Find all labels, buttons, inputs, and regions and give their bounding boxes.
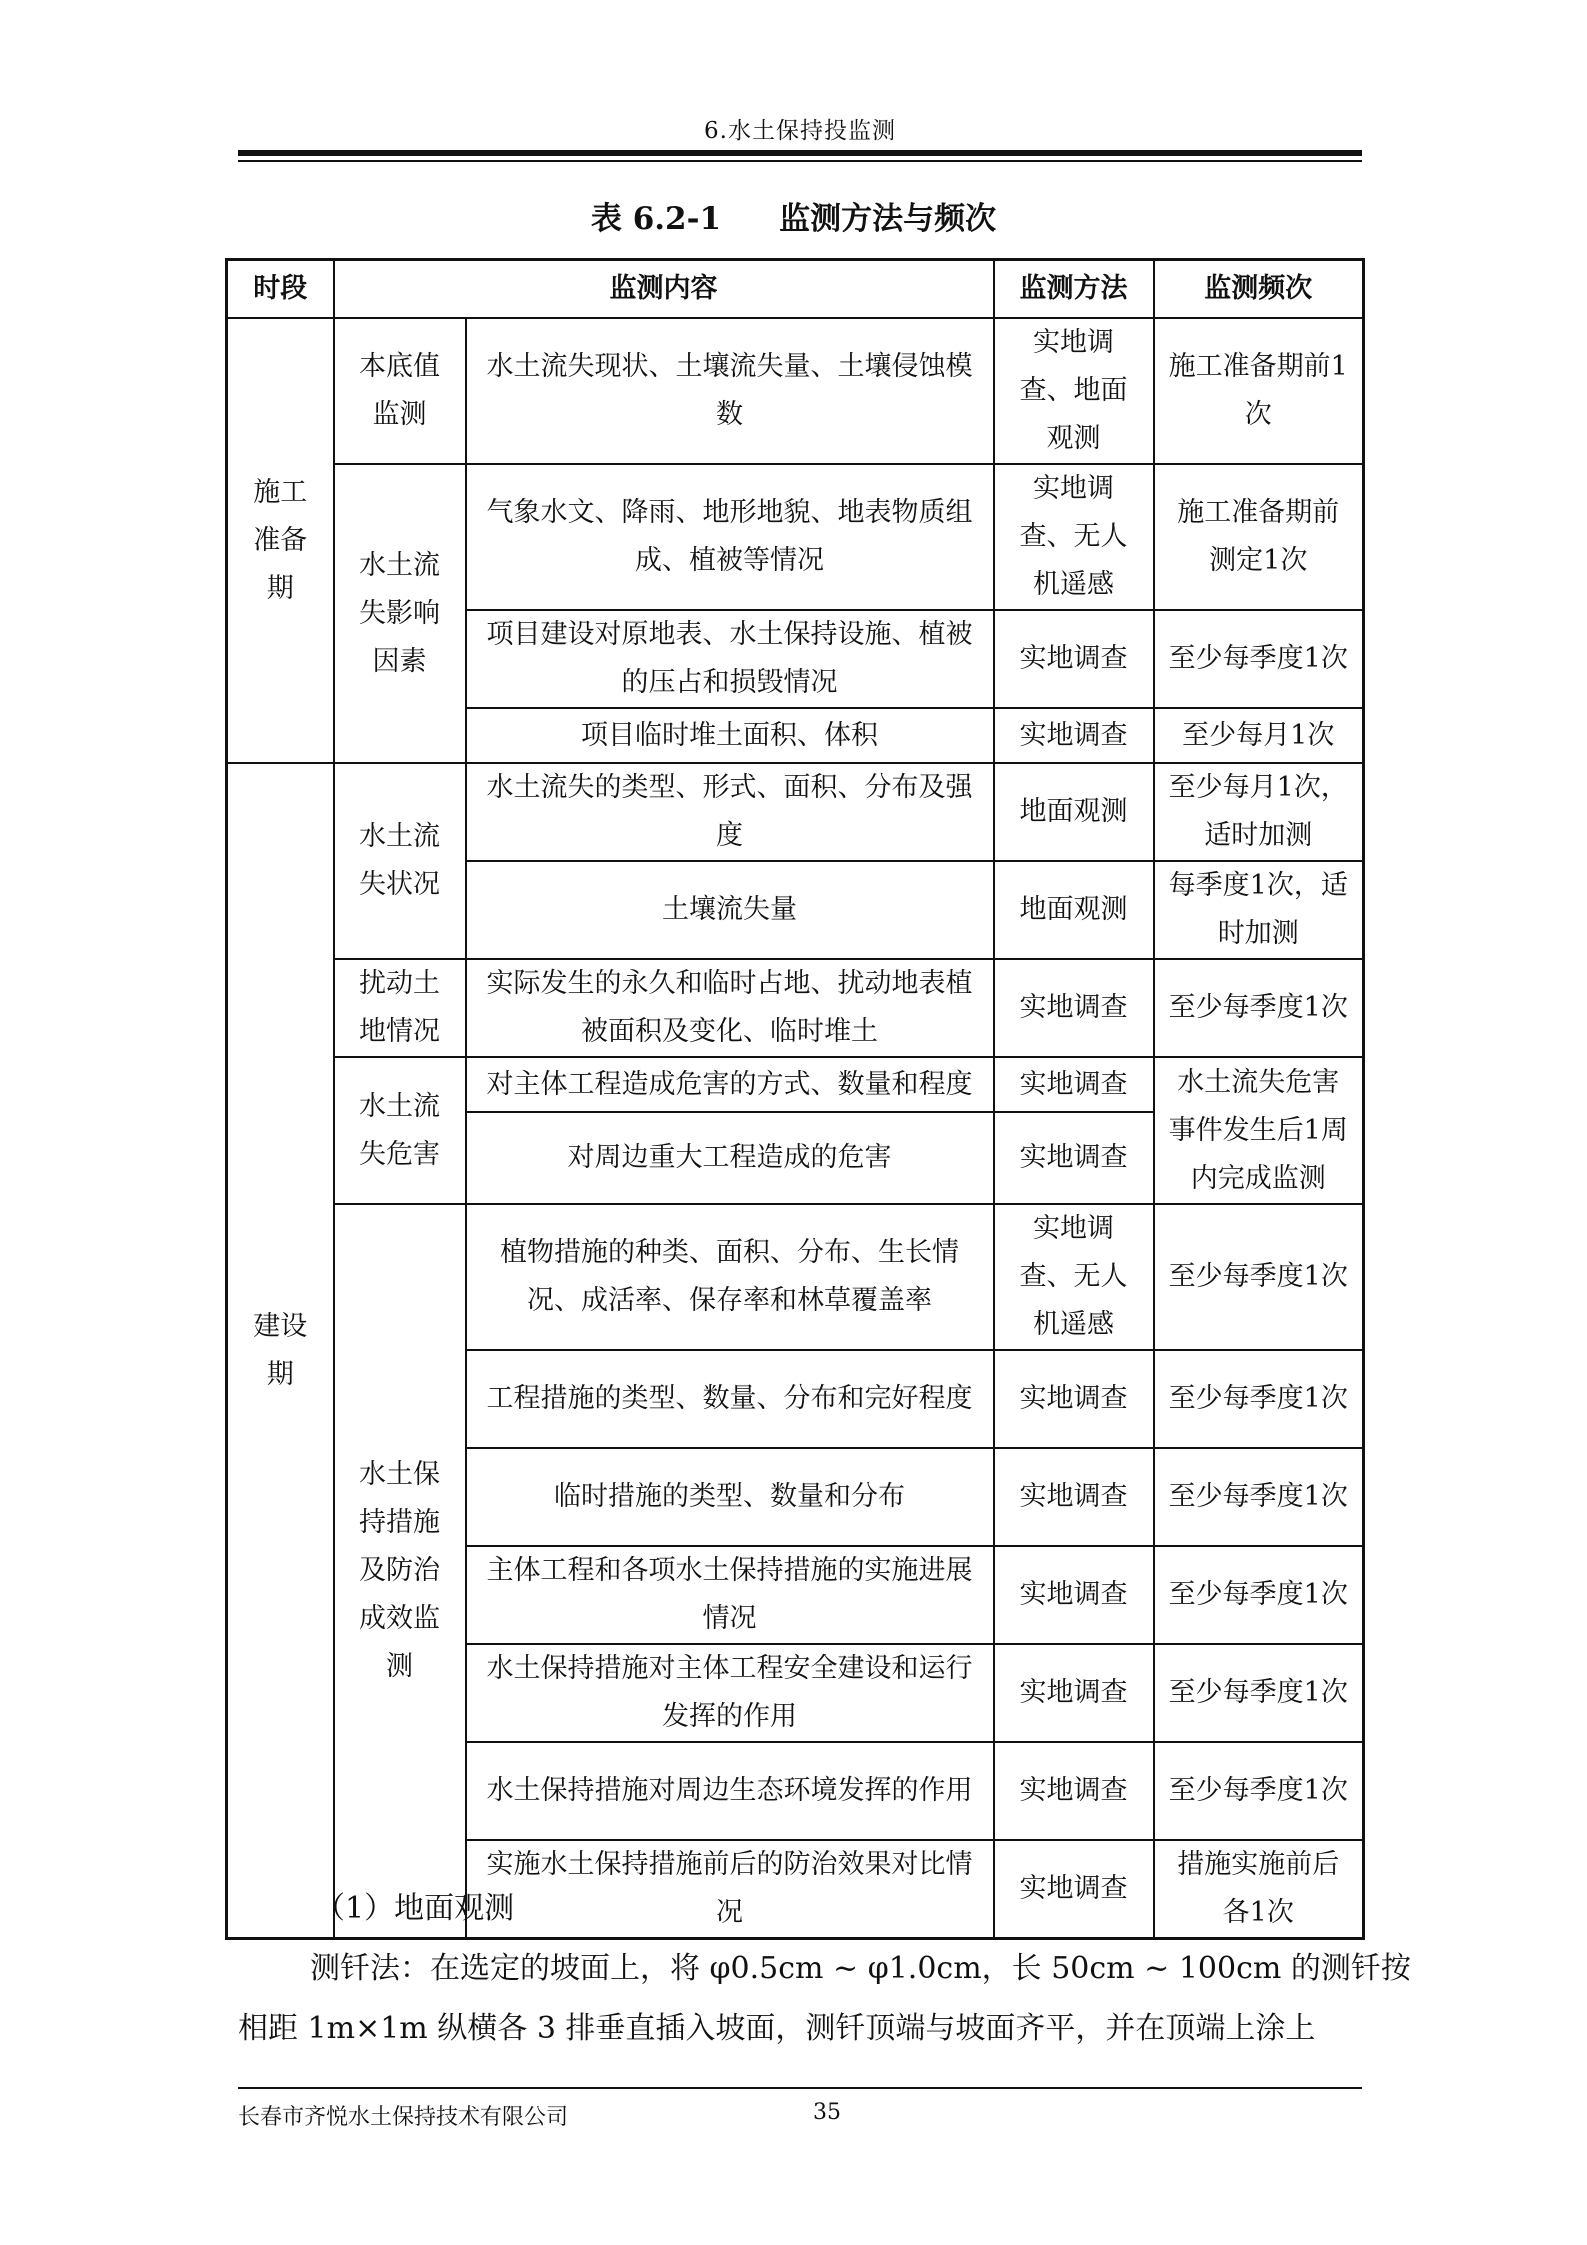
content-cell: 水土保持措施对主体工程安全建设和运行发挥的作用 (466, 1644, 994, 1742)
period-cell: 施工准备期 (227, 318, 334, 763)
table-row (227, 464, 1364, 610)
content-cell: 水土保持措施对周边生态环境发挥的作用 (466, 1742, 994, 1840)
content-cell: 对主体工程造成危害的方式、数量和程度 (466, 1057, 994, 1112)
method-cell: 实地调查 (994, 1644, 1154, 1742)
table-row (227, 318, 1364, 464)
method-cell: 实地调查、无人机遥感 (994, 1204, 1154, 1350)
table-header-row (227, 260, 1364, 319)
frequency-cell: 至少每月1次，适时加测 (1154, 763, 1364, 861)
paragraph-line: 相距 1m×1m 纵横各 3 排垂直插入坡面，测钎顶端与坡面齐平，并在顶端上涂上 (238, 2011, 1316, 2046)
content-cell: 工程措施的类型、数量、分布和完好程度 (466, 1350, 994, 1448)
content-cell: 实施水土保持措施前后的防治效果对比情况 (466, 1840, 994, 1939)
method-cell: 实地调查 (994, 1840, 1154, 1939)
frequency-cell: 至少每季度1次 (1154, 610, 1364, 708)
method-cell: 实地调查 (994, 959, 1154, 1057)
header-frequency: 监测频次 (1154, 260, 1364, 319)
frequency-cell: 至少每季度1次 (1154, 1350, 1364, 1448)
frequency-cell: 施工准备期前1次 (1154, 318, 1364, 464)
group-cell: 水土流失影响因素 (334, 464, 466, 763)
frequency-cell: 至少每月1次 (1154, 708, 1364, 763)
frequency-cell: 至少每季度1次 (1154, 1644, 1364, 1742)
content-cell: 对周边重大工程造成的危害 (466, 1112, 994, 1204)
frequency-cell: 措施实施前后各1次 (1154, 1840, 1364, 1939)
method-cell: 实地调查 (994, 1546, 1154, 1644)
content-cell: 项目建设对原地表、水土保持设施、植被的压占和损毁情况 (466, 610, 994, 708)
monitoring-table (225, 258, 1365, 1940)
content-cell: 土壤流失量 (466, 861, 994, 959)
group-cell: 水土流失危害 (334, 1057, 466, 1204)
header-rule-thick (238, 150, 1362, 156)
method-cell: 实地调查 (994, 1350, 1154, 1448)
group-cell: 本底值监测 (334, 318, 466, 464)
table-row (227, 1057, 1364, 1112)
method-cell: 实地调查 (994, 1057, 1154, 1112)
group-cell: 扰动土地情况 (334, 959, 466, 1057)
method-cell: 实地调查 (994, 610, 1154, 708)
frequency-cell: 至少每季度1次 (1154, 959, 1364, 1057)
running-header: 6.水土保持投监测 (704, 118, 896, 144)
method-cell: 实地调查 (994, 1112, 1154, 1204)
table-row (227, 959, 1364, 1057)
table-name: 监测方法与频次 (779, 201, 997, 237)
paragraph-line: 测钎法：在选定的坡面上，将 φ0.5cm ~ φ1.0cm，长 50cm ~ 100cm 的测钎按 (310, 1951, 1411, 1986)
method-cell: 实地调查 (994, 1742, 1154, 1840)
content-cell: 项目临时堆土面积、体积 (466, 708, 994, 763)
method-cell: 实地调查 (994, 1448, 1154, 1546)
table-row (227, 1204, 1364, 1350)
content-cell: 主体工程和各项水土保持措施的实施进展情况 (466, 1546, 994, 1644)
content-cell: 水土流失现状、土壤流失量、土壤侵蚀模数 (466, 318, 994, 464)
table-title (0, 193, 1587, 238)
period-cell: 建设期 (227, 763, 334, 1939)
content-cell: 水土流失的类型、形式、面积、分布及强度 (466, 763, 994, 861)
page-number: 35 (813, 2100, 841, 2125)
frequency-cell: 水土流失危害事件发生后1周内完成监测 (1154, 1057, 1364, 1204)
table-number: 表 6.2-1 (590, 201, 722, 237)
method-cell: 地面观测 (994, 763, 1154, 861)
frequency-cell: 至少每季度1次 (1154, 1448, 1364, 1546)
content-cell: 植物措施的种类、面积、分布、生长情况、成活率、保存率和林草覆盖率 (466, 1204, 994, 1350)
footer-company: 长春市齐悦水土保持技术有限公司 (238, 2105, 569, 2130)
header-rule-thin (238, 160, 1362, 162)
frequency-cell: 至少每季度1次 (1154, 1742, 1364, 1840)
method-cell: 地面观测 (994, 861, 1154, 959)
header-method: 监测方法 (994, 260, 1154, 319)
method-cell: 实地调查 (994, 708, 1154, 763)
header-period: 时段 (227, 260, 334, 319)
group-cell: 水土保持措施及防治成效监测 (334, 1204, 466, 1939)
content-cell: 实际发生的永久和临时占地、扰动地表植被面积及变化、临时堆土 (466, 959, 994, 1057)
table-row (227, 763, 1364, 861)
section-heading: （1）地面观测 (315, 1891, 515, 1926)
footer-rule (238, 2087, 1362, 2089)
method-cell: 实地调查、地面观测 (994, 318, 1154, 464)
header-content: 监测内容 (334, 260, 994, 319)
group-cell: 水土流失状况 (334, 763, 466, 959)
content-cell: 临时措施的类型、数量和分布 (466, 1448, 994, 1546)
frequency-cell: 施工准备期前测定1次 (1154, 464, 1364, 610)
method-cell: 实地调查、无人机遥感 (994, 464, 1154, 610)
frequency-cell: 至少每季度1次 (1154, 1204, 1364, 1350)
content-cell: 气象水文、降雨、地形地貌、地表物质组成、植被等情况 (466, 464, 994, 610)
frequency-cell: 每季度1次，适时加测 (1154, 861, 1364, 959)
frequency-cell: 至少每季度1次 (1154, 1546, 1364, 1644)
